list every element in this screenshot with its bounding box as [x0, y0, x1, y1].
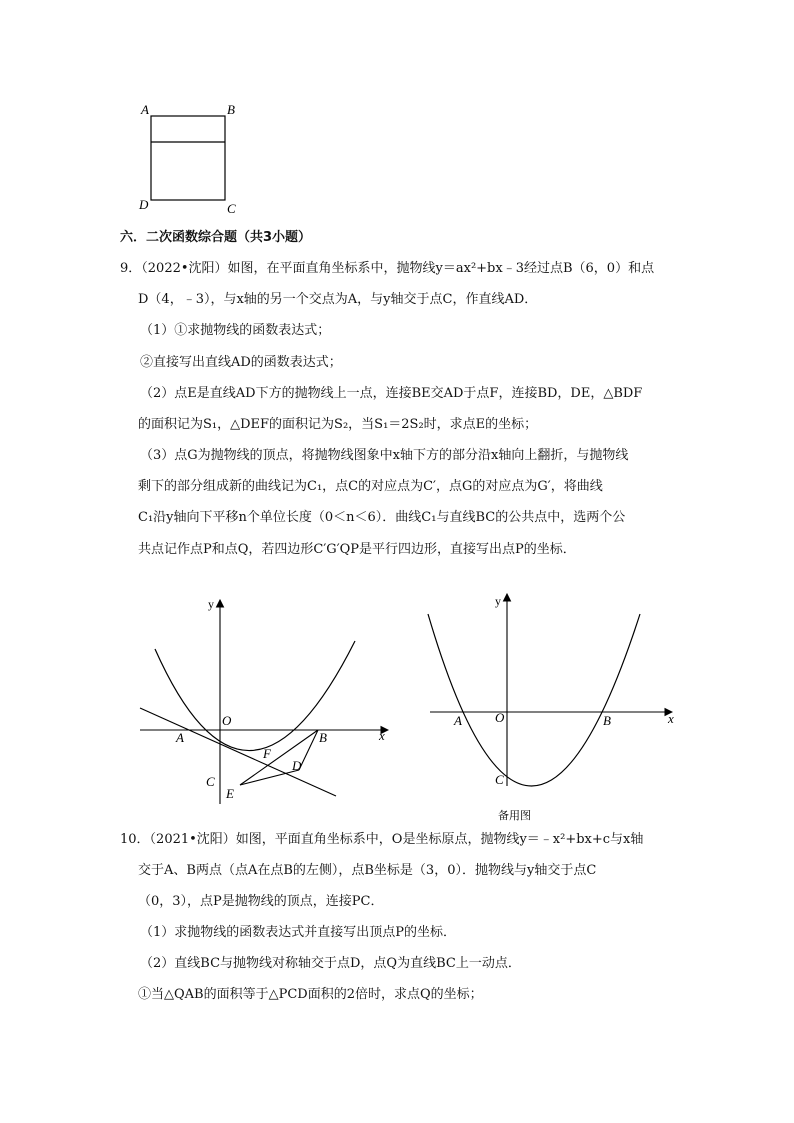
line-be [240, 730, 318, 785]
q10-line-1: 10．（2021•沈阳）如图，平面直角坐标系中，O是坐标原点，抛物线y＝﹣x²+bx+c与x轴 [120, 832, 644, 847]
q9-line-3: （1）①求抛物线的函数表达式； [140, 323, 331, 338]
top-rectangle-figure [130, 98, 250, 218]
parabola-curve [428, 614, 640, 786]
label-o: O [495, 710, 505, 725]
q9-line-4: ②直接写出直线AD的函数表达式； [140, 355, 342, 370]
label-y: y [495, 594, 501, 608]
figure-2-backup-parabola [420, 588, 690, 828]
label-b: B [603, 713, 611, 728]
section-title: 六．二次函数综合题（共3小题） [120, 230, 312, 245]
line-ad [140, 708, 336, 796]
q9-line-9: C₁沿y轴向下平移n个单位长度（0＜n＜6）．曲线C₁与直线BC的公共点中，选两个公 [138, 510, 626, 525]
q9-line-8: 剩下的部分组成新的曲线记为C₁，点C的对应点为C′，点G的对应点为G′，将曲线 [138, 479, 603, 494]
q9-line-6: 的面积记为S₁，△DEF的面积记为S₂，当S₁＝2S₂时，求点E的坐标； [138, 417, 538, 432]
q9-line-1: 9．（2022•沈阳）如图，在平面直角坐标系中，抛物线y＝ax²+bx﹣3经过点B（6，0）和点 [120, 261, 655, 276]
label-o: O [222, 713, 232, 728]
label-b: B [227, 102, 235, 117]
label-d: D [139, 197, 149, 212]
q9-line-10: 共点记作点P和点Q，若四边形C′G′QP是平行四边形，直接写出点P的坐标． [138, 542, 576, 557]
label-c: C [206, 774, 215, 789]
label-y: y [208, 597, 214, 611]
q9-line-5: （2）点E是直线AD下方的抛物线上一点，连接BE交AD于点F，连接BD，DE，△BDF [140, 386, 643, 401]
rectangle-abcd [151, 116, 225, 200]
label-x: x [379, 728, 385, 743]
figure-1-parabola [130, 590, 400, 810]
label-a: A [141, 102, 149, 117]
q10-line-2: 交于A、B两点（点A在点B的左侧），点B坐标是（3，0）．抛物线与y轴交于点C [138, 863, 597, 878]
label-x: x [668, 711, 674, 726]
label-b: B [319, 730, 327, 745]
label-c: C [227, 201, 236, 216]
label-a: A [454, 713, 462, 728]
label-d: D [292, 758, 302, 773]
q9-line-7: （3）点G为抛物线的顶点，将抛物线图象中x轴下方的部分沿x轴向上翻折，与抛物线 [140, 448, 629, 463]
q10-line-4: （1）求抛物线的函数表达式并直接写出顶点P的坐标． [140, 925, 457, 940]
line-bd [299, 730, 318, 770]
label-e: E [226, 786, 234, 801]
line-de [240, 770, 299, 785]
q10-line-5: （2）直线BC与抛物线对称轴交于点D，点Q为直线BC上一动点． [140, 956, 521, 971]
label-a: A [176, 730, 184, 745]
q10-line-3: （0，3），点P是抛物线的顶点，连接PC． [138, 894, 384, 909]
figure-caption: 备用图 [498, 810, 531, 822]
q10-line-6: ①当△QAB的面积等于△PCD面积的2倍时，求点Q的坐标； [138, 987, 483, 1002]
q9-line-2: D（4，﹣3），与x轴的另一个交点为A，与y轴交于点C，作直线AD． [138, 292, 538, 307]
label-f: F [263, 746, 271, 761]
label-c: C [495, 772, 504, 787]
